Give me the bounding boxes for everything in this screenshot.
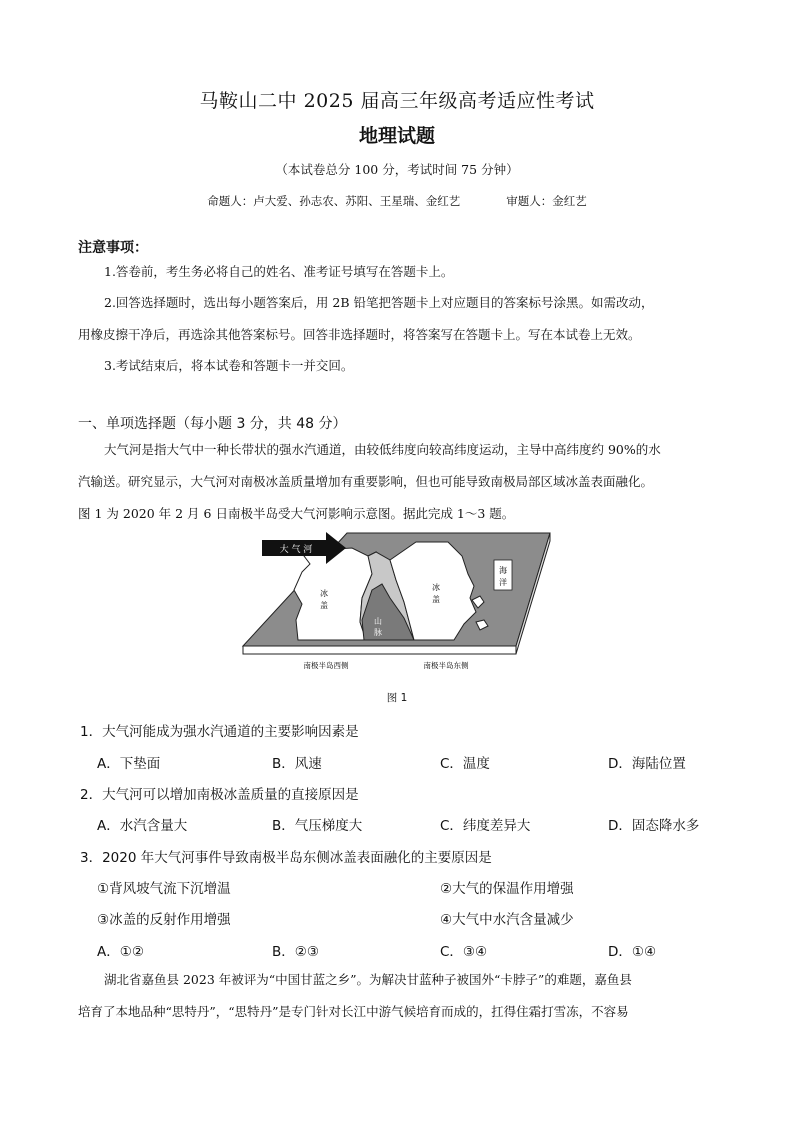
subject-title: 地理试题 bbox=[358, 125, 435, 147]
west-label: 南极半岛西侧 bbox=[303, 661, 349, 670]
ice-label-east-1: 冰 bbox=[432, 583, 440, 592]
q1-option-d[interactable]: D．海陆位置 bbox=[608, 756, 686, 772]
figure-caption: 图 1 bbox=[386, 692, 408, 704]
section-heading: 一、单项选择题（每小题 3 分，共 48 分） bbox=[78, 416, 347, 432]
figure-antarctic-peninsula bbox=[240, 528, 552, 674]
q3-statement-1: ①背风坡气流下沉增温 bbox=[97, 881, 231, 897]
q3-option-d[interactable]: D．①④ bbox=[608, 944, 657, 960]
q1-option-a[interactable]: A．下垫面 bbox=[97, 756, 161, 772]
q3-statement-4: ④大气中水汽含量减少 bbox=[440, 912, 574, 928]
ice-label-east-2: 盖 bbox=[432, 595, 440, 604]
ocean-label-2: 洋 bbox=[499, 578, 507, 587]
notice-line-1: 1.答卷前，考生务必将自己的姓名、准考证号填写在答题卡上。 bbox=[104, 264, 454, 279]
q2-option-b[interactable]: B．气压梯度大 bbox=[272, 818, 363, 834]
passage2-line-2: 培育了本地品种“思特丹”，“思特丹”是专门针对长江中游气候培育而成的，扛得住霜打雪冻，不容易 bbox=[78, 1004, 629, 1019]
q1-option-b[interactable]: B．风速 bbox=[272, 756, 322, 772]
exam-title: 马鞍山二中 2025 届高三年级高考适应性考试 bbox=[199, 90, 595, 112]
reviewer: 审题人：金红艺 bbox=[506, 194, 587, 208]
question-3-stem: 3．2020 年大气河事件导致南极半岛东侧冰盖表面融化的主要原因是 bbox=[80, 850, 492, 866]
q3-statement-2: ②大气的保温作用增强 bbox=[440, 881, 574, 897]
mountain-label-2: 脉 bbox=[374, 628, 382, 637]
notice-line-4: 3.考试结束后，将本试卷和答题卡一并交回。 bbox=[104, 358, 354, 373]
q1-option-c[interactable]: C．温度 bbox=[440, 756, 490, 772]
q2-option-d[interactable]: D．固态降水多 bbox=[608, 818, 700, 834]
ice-label-west-1: 冰 bbox=[320, 589, 328, 598]
question-1-stem: 1．大气河能成为强水汽通道的主要影响因素是 bbox=[80, 724, 359, 740]
notice-line-2: 2.回答选择题时，选出每小题答案后，用 2B 铅笔把答题卡上对应题目的答案标号涂黑。如需改动， bbox=[104, 295, 654, 310]
setters: 命题人：卢大爱、孙志农、苏阳、王星瑞、金红艺 bbox=[207, 194, 461, 208]
authors-line bbox=[0, 193, 794, 209]
notice-heading: 注意事项： bbox=[78, 240, 148, 256]
q3-option-b[interactable]: B．②③ bbox=[272, 944, 319, 960]
east-label: 南极半岛东侧 bbox=[423, 661, 469, 670]
passage2-line-1: 湖北省嘉鱼县 2023 年被评为“中国甘蓝之乡”。为解决甘蓝种子被国外“卡脖子”的难题，嘉鱼县 bbox=[104, 972, 632, 987]
mountain-label-1: 山 bbox=[374, 617, 382, 626]
question-2-stem: 2．大气河可以增加南极冰盖质量的直接原因是 bbox=[80, 787, 359, 803]
q3-option-a[interactable]: A．①② bbox=[97, 944, 144, 960]
passage-line-3: 图 1 为 2020 年 2 月 6 日南极半岛受大气河影响示意图。据此完成 1～3 题。 bbox=[78, 506, 515, 521]
q3-option-c[interactable]: C．③④ bbox=[440, 944, 488, 960]
q2-option-a[interactable]: A．水汽含量大 bbox=[97, 818, 188, 834]
passage-line-2: 汽输送。研究显示，大气河对南极冰盖质量增加有重要影响，但也可能导致南极局部区域冰盖表面融化。 bbox=[78, 474, 654, 489]
q3-statement-3: ③冰盖的反射作用增强 bbox=[97, 912, 231, 928]
q2-option-c[interactable]: C．纬度差异大 bbox=[440, 818, 531, 834]
ice-label-west-2: 盖 bbox=[320, 601, 328, 610]
slab-front-edge bbox=[243, 646, 516, 654]
notice-line-3: 用橡皮擦干净后，再选涂其他答案标号。回答非选择题时，将答案写在答题卡上。写在本试卷上无效。 bbox=[78, 327, 641, 342]
arrow-label: 大 气 河 bbox=[279, 545, 313, 555]
passage-line-1: 大气河是指大气中一种长带状的强水汽通道，由较低纬度向较高纬度运动，主导中高纬度约 90%的水 bbox=[104, 442, 661, 457]
ocean-label-1: 海 bbox=[499, 566, 507, 575]
exam-info: （本试卷总分 100 分，考试时间 75 分钟） bbox=[275, 162, 519, 177]
